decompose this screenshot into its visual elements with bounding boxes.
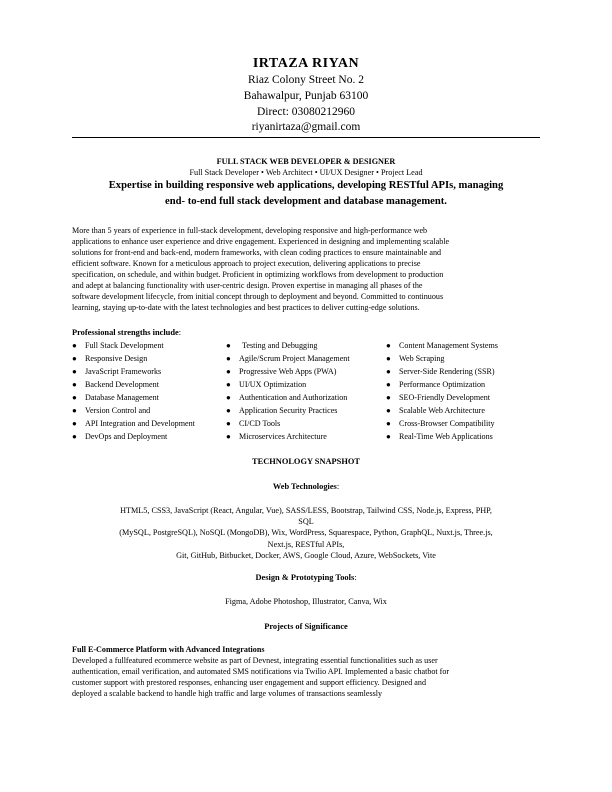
tech-line: Git, GitHub, Bitbucket, Docker, AWS, Google Cloud, Azure, WebSockets, Vite: [176, 550, 436, 560]
strength-label: Microservices Architecture: [239, 432, 327, 441]
design-tools-heading-text: Design & Prototyping Tools: [255, 573, 355, 582]
summary-paragraph: [72, 226, 540, 314]
summary-line: learning, staying up-to-date with the latest technologies and best practices to deliver cutting-edge solutions.: [72, 302, 420, 312]
bullet-icon: ●: [226, 393, 231, 402]
summary-line: efficient software. Known for a meticulous approach to project execution, delivering applications to precise: [72, 258, 421, 268]
strength-label: Authentication and Authorization: [239, 393, 348, 402]
strength-label: Backend Development: [85, 380, 159, 389]
bullet-icon: ●: [226, 432, 231, 441]
design-tools-heading: [72, 572, 540, 583]
bullet-icon: ●: [72, 393, 77, 402]
strength-label: Performance Optimization: [399, 380, 486, 389]
summary-line: solutions for front-end and back-end, modern frameworks, with clean coding practices to ensure maintainable and: [72, 247, 442, 257]
tech-line: HTML5, CSS3, JavaScript (React, Angular, Vue), SASS/LESS, Bootstrap, Tailwind CSS, Node.js, Express, PHP,: [120, 506, 492, 515]
strengths-heading: [72, 327, 181, 338]
bullet-icon: ●: [386, 354, 391, 363]
summary-line: software development lifecycle, from initial concept through to deployment and beyond. Committed to continuous: [72, 291, 444, 301]
web-technologies-list: [72, 505, 540, 561]
strength-label: Scalable Web Architecture: [399, 406, 485, 415]
bullet-icon: ●: [72, 432, 77, 441]
web-technologies-heading-text: Web Technologies: [272, 482, 337, 491]
project-description-line: authentication, email verification, and automated SMS notifications via Twilio API. Implemented a basic chatbot for: [72, 666, 450, 676]
tech-line: SQL: [298, 517, 314, 527]
bullet-icon: ●: [226, 354, 231, 363]
project-item: [72, 645, 540, 700]
project-title: Full E-Commerce Platform with Advanced Integrations: [72, 645, 265, 654]
strength-label: Database Management: [85, 393, 159, 402]
city-line: Bahawalpur, Punjab 63100: [243, 89, 369, 102]
strength-label: Testing and Debugging: [242, 341, 318, 350]
strength-label: Cross-Browser Compatibility: [399, 419, 495, 428]
bullet-icon: ●: [386, 419, 391, 428]
project-description-line: deployed a scalable backend to handle high traffic and large volumes of transactions seamlessly: [72, 688, 383, 698]
contact-header: [0, 55, 612, 136]
header-divider: [72, 137, 540, 138]
bullet-icon: ●: [72, 419, 77, 428]
bullet-icon: ●: [72, 367, 77, 376]
strength-label: API Integration and Development: [85, 419, 195, 428]
project-description-line: customer support with prestored responses, enhancing user engagement and support efficiency. Designed and: [72, 677, 426, 687]
strength-label: Progressive Web Apps (PWA): [239, 367, 337, 376]
strength-label: Full Stack Development: [85, 341, 164, 350]
bullet-icon: ●: [226, 380, 231, 389]
strength-label: UI/UX Optimization: [239, 380, 307, 389]
summary-line: specification, on schedule, and within budget. Proficient in optimizing workflows from development to production: [72, 269, 444, 279]
summary-line: and adept at balancing functionality with user-centric design. Proven expertise in managing all phases of the: [72, 280, 423, 290]
roles-line: Full Stack Developer • Web Architect • UI/UX Designer • Project Lead: [189, 168, 423, 177]
design-tools-list: Figma, Adobe Photoshop, Illustrator, Canva, Wix: [225, 597, 387, 606]
design-tools-colon: :: [354, 573, 357, 582]
summary-line: More than 5 years of experience in full-stack development, developing responsive and high-performance web: [72, 226, 428, 235]
bullet-icon: ●: [72, 406, 77, 415]
candidate-name: IRTAZA RIYAN: [252, 56, 360, 71]
summary-line: applications to enhance user experience and drive engagement. Experienced in designing and implementing scalable: [72, 236, 450, 246]
strength-label: Version Control and: [85, 406, 151, 415]
web-technologies-heading: [72, 481, 540, 492]
bullet-icon: ●: [386, 380, 391, 389]
bullet-icon: ●: [386, 432, 391, 441]
strength-label: SEO-Friendly Development: [399, 393, 491, 402]
strength-label: Application Security Practices: [239, 406, 338, 415]
address-line: Riaz Colony Street No. 2: [248, 74, 364, 86]
bullet-icon: ●: [386, 393, 391, 402]
bullet-icon: ●: [72, 380, 77, 389]
tech-line: (MySQL, PostgreSQL), NoSQL (MongoDB), Wix, WordPress, Squarespace, Python, GraphQL, Nuxt.js, Three.js,: [119, 528, 493, 538]
bullet-icon: ●: [386, 341, 391, 350]
project-description-line: Developed a fullfeatured ecommerce website as part of Devnest, integrating essential functionalities such as user: [72, 655, 438, 665]
job-title: FULL STACK WEB DEVELOPER & DESIGNER: [216, 157, 396, 166]
projects-heading: Projects of Significance: [264, 622, 348, 631]
strength-label: CI/CD Tools: [239, 419, 281, 428]
bullet-icon: ●: [386, 406, 391, 415]
email-line[interactable]: riyanirtaza@gmail.com: [251, 121, 361, 134]
strength-label: Responsive Design: [85, 354, 148, 363]
strength-label: JavaScript Frameworks: [85, 367, 162, 376]
tagline-line-2: end- to-end full stack development and database management.: [165, 195, 447, 207]
bullet-icon: ●: [226, 367, 231, 376]
title-block: [72, 156, 540, 209]
strength-label: Web Scraping: [399, 354, 445, 363]
bullet-icon: ●: [226, 406, 231, 415]
phone-line: Direct: 03080212960: [256, 105, 356, 118]
bullet-icon: ●: [72, 341, 77, 350]
bullet-icon: ●: [386, 367, 391, 376]
tech-line: Next.js, RESTful APIs,: [267, 539, 345, 549]
strengths-heading-colon: :: [178, 328, 182, 337]
bullet-icon: ●: [226, 341, 231, 350]
strength-label: Server-Side Rendering (SSR): [399, 367, 495, 376]
tagline-line-1: Expertise in building responsive web applications, developing RESTful APIs, managing: [108, 180, 504, 191]
bullet-icon: ●: [72, 354, 77, 363]
technology-heading: TECHNOLOGY SNAPSHOT: [252, 457, 360, 466]
bullet-icon: ●: [226, 419, 231, 428]
strengths-heading-text: Professional strengths include: [72, 328, 179, 337]
strength-label: Content Management Systems: [399, 341, 498, 350]
strength-label: Agile/Scrum Project Management: [239, 354, 350, 363]
web-technologies-colon: :: [336, 482, 340, 491]
strength-label: Real-Time Web Applications: [399, 432, 493, 441]
strength-label: DevOps and Deployment: [85, 432, 168, 441]
